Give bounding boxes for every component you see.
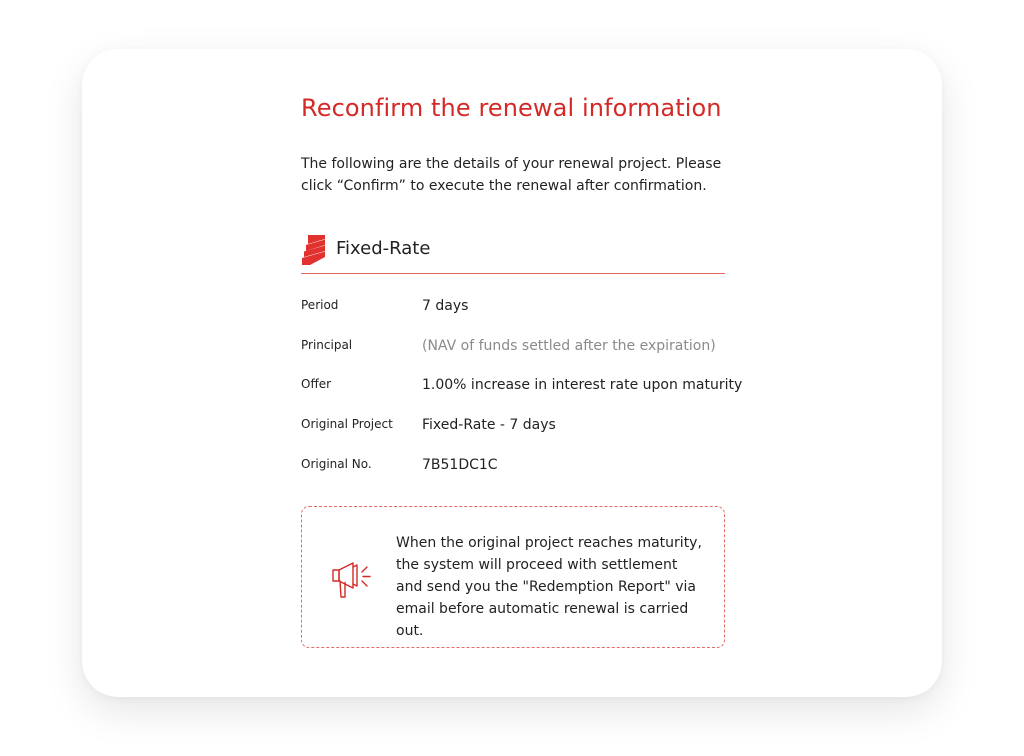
product-name: Fixed-Rate xyxy=(336,238,431,259)
detail-value: 7 days xyxy=(422,298,469,314)
detail-value: (NAV of funds settled after the expiration) xyxy=(422,337,716,354)
dialog-description: The following are the details of your renewal project. Please click “Confirm” to execute the renewal after confirmation. xyxy=(301,156,722,194)
detail-value: 1.00% increase in interest rate upon maturity xyxy=(422,377,743,394)
maturity-notice xyxy=(301,506,725,648)
detail-label: Original Project xyxy=(301,417,393,432)
renewal-details xyxy=(301,288,741,486)
detail-row-period xyxy=(301,288,741,328)
fixed-rate-logo-icon xyxy=(301,234,327,266)
detail-value: Fixed-Rate - 7 days xyxy=(422,417,556,434)
detail-label: Offer xyxy=(301,377,332,392)
dialog-title: Reconfirm the renewal information xyxy=(301,94,722,122)
notice-text: When the original project reaches maturity, the system will proceed with settlement and send you the "Redemption Report" via email before automatic renewal is carried out. xyxy=(396,535,702,639)
product-header xyxy=(301,232,725,274)
megaphone-icon xyxy=(331,558,375,600)
detail-row-original-project xyxy=(301,407,741,447)
detail-row-principal xyxy=(301,328,741,368)
detail-label: Original No. xyxy=(301,456,372,471)
detail-row-offer xyxy=(301,367,741,407)
detail-row-original-no xyxy=(301,447,741,487)
detail-label: Period xyxy=(301,298,339,312)
detail-value: 7B51DC1C xyxy=(422,456,498,473)
detail-label: Principal xyxy=(301,337,353,352)
